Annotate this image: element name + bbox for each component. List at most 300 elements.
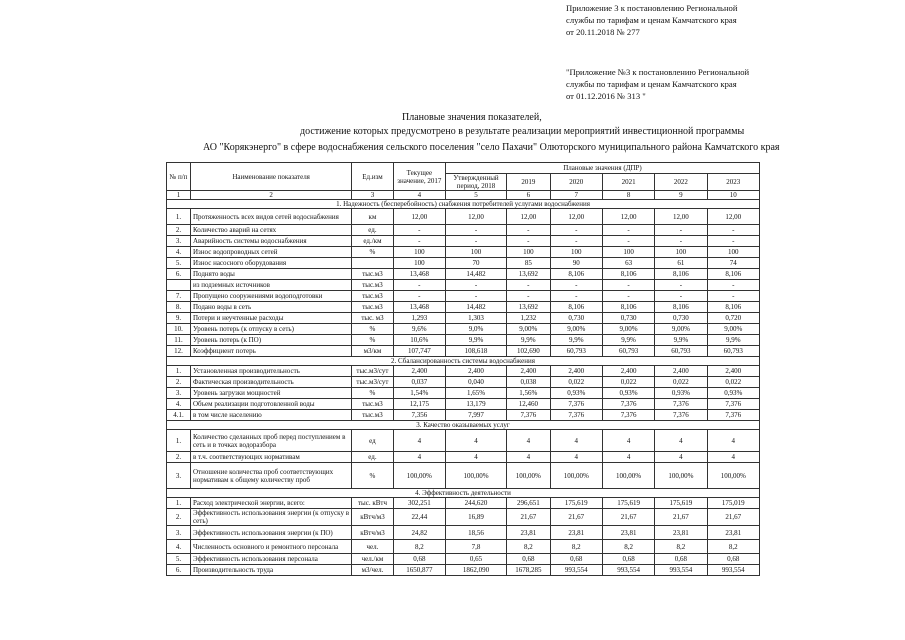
appendix-line: службы по тарифам и ценам Камчатского края [566,79,737,89]
value-cell: 2,400 [507,366,551,377]
indicator-name-cell: Пропущено сооружениями водоподготовки [190,291,351,302]
indicator-name-cell: Эффективность использования персонала [190,554,351,565]
section-header-row [167,421,760,430]
value-cell: - [550,280,602,291]
row-number-cell: 2. [167,377,191,388]
value-cell: 0,93% [707,388,759,399]
value-cell: 12,175 [393,399,445,410]
value-cell: - [550,291,602,302]
value-cell: 100,00% [550,463,602,489]
value-cell: 4 [707,430,759,452]
value-cell: 12,00 [507,209,551,225]
col-number: 4 [393,191,445,200]
value-cell: 13,692 [507,269,551,280]
row-number-cell: 5. [167,258,191,269]
value-cell: 21,67 [507,509,551,526]
row-number-cell: 9. [167,313,191,324]
row-number-cell: 3. [167,388,191,399]
indicator-name-cell: Уровень загрузки мощностей [190,388,351,399]
value-cell: 0,730 [550,313,602,324]
value-cell: 85 [507,258,551,269]
value-cell: 8,2 [393,540,445,554]
appendix-line: от 20.11.2018 № 277 [566,27,640,37]
value-cell: 0,730 [655,313,707,324]
value-cell: 10,6% [393,335,445,346]
value-cell: 4 [507,430,551,452]
value-cell: 18,56 [445,526,506,540]
row-number-cell: 2. [167,225,191,236]
value-cell: 60,793 [550,346,602,357]
value-cell: - [507,291,551,302]
value-cell: 108,618 [445,346,506,357]
unit-cell: кВтч/м3 [352,509,393,526]
table-row [167,258,760,269]
value-cell: 1678,285 [507,565,551,576]
col-number: 8 [602,191,654,200]
value-cell: 0,68 [655,554,707,565]
table-row [167,565,760,576]
value-cell: - [655,291,707,302]
value-cell: 100 [655,247,707,258]
unit-cell: тыс.м3 [352,269,393,280]
value-cell: - [445,291,506,302]
value-cell: 12,00 [393,209,445,225]
value-cell: 1,54% [393,388,445,399]
value-cell: 2,400 [602,366,654,377]
section-title: 4. Эффективность деятельности [167,489,760,498]
table-row [167,280,760,291]
table-row [167,463,760,489]
value-cell: 23,81 [602,526,654,540]
value-cell: 100 [507,247,551,258]
row-number-cell: 6. [167,269,191,280]
value-cell: 0,93% [655,388,707,399]
value-cell: 7,376 [507,410,551,421]
value-cell: 9,00% [655,324,707,335]
row-number-cell: 1. [167,209,191,225]
section-header-row [167,200,760,209]
unit-cell: чел./км [352,554,393,565]
value-cell: 9,9% [445,335,506,346]
indicators-table [166,162,760,576]
indicator-name-cell: Протяженность всех видов сетей водоснабжения [190,209,351,225]
value-cell: 1,65% [445,388,506,399]
value-cell: 22,44 [393,509,445,526]
row-number-cell: 4. [167,247,191,258]
col-number: 1 [167,191,191,200]
row-number-cell: 6. [167,565,191,576]
value-cell: 100,00% [707,463,759,489]
value-cell: 13,692 [507,302,551,313]
indicator-name-cell: из подземных источников [190,280,351,291]
value-cell: 7,8 [445,540,506,554]
value-cell: 4 [655,452,707,463]
value-cell: 7,376 [602,399,654,410]
indicator-name-cell: Аварийность системы водоснабжения [190,236,351,247]
value-cell: - [393,225,445,236]
section-header-row [167,489,760,498]
value-cell: - [550,236,602,247]
table-row [167,236,760,247]
unit-cell: % [352,388,393,399]
appendix-line: службы по тарифам и ценам Камчатского края [566,15,737,25]
value-cell: 4 [393,452,445,463]
value-cell: - [707,225,759,236]
value-cell: 8,106 [655,269,707,280]
indicator-name-cell: в том числе населению [190,410,351,421]
row-number-cell [167,280,191,291]
col-number: 7 [550,191,602,200]
row-number-cell: 1. [167,430,191,452]
value-cell: 7,376 [707,399,759,410]
row-number-cell: 5. [167,554,191,565]
table-row [167,313,760,324]
value-cell: 13,468 [393,302,445,313]
value-cell: - [393,236,445,247]
value-cell: 12,00 [550,209,602,225]
value-cell: 100 [707,247,759,258]
value-cell: 60,793 [707,346,759,357]
value-cell: 63 [602,258,654,269]
value-cell: 24,82 [393,526,445,540]
indicator-name-cell: Количество сделанных проб перед поступлением в сеть и в точках водоразбора [190,430,351,452]
indicator-name-cell: Износ насосного оборудования [190,258,351,269]
table-row [167,410,760,421]
value-cell: 21,67 [550,509,602,526]
value-cell: 74 [707,258,759,269]
value-cell: - [707,280,759,291]
row-number-cell: 2. [167,452,191,463]
table-row [167,225,760,236]
header-year: 2021 [602,174,654,191]
value-cell: 0,022 [655,377,707,388]
table-row [167,324,760,335]
value-cell: - [707,236,759,247]
value-cell: 100 [393,258,445,269]
row-number-cell: 4. [167,540,191,554]
header-approved: Утвержденный период, 2018 [445,174,506,191]
value-cell: 175,619 [655,498,707,509]
section-header-row [167,357,760,366]
value-cell: 2,400 [655,366,707,377]
header-num: № п/п [167,163,191,191]
value-cell: 90 [550,258,602,269]
value-cell: 12,00 [445,209,506,225]
value-cell: - [602,225,654,236]
value-cell: 9,0% [445,324,506,335]
value-cell: 100 [602,247,654,258]
unit-cell: тыс.м3 [352,399,393,410]
value-cell: 8,106 [550,302,602,313]
section-title: 1. Надежность (бесперебойность) снабжения потребителей услугами водоснабжения [167,200,760,209]
unit-cell: тыс.м3 [352,280,393,291]
value-cell: 23,81 [550,526,602,540]
table-row [167,346,760,357]
unit-cell: % [352,335,393,346]
value-cell: 0,68 [507,554,551,565]
row-number-cell: 1. [167,366,191,377]
value-cell: 9,9% [602,335,654,346]
value-cell: 9,6% [393,324,445,335]
value-cell: 7,376 [550,399,602,410]
value-cell: 21,67 [655,509,707,526]
appendix-line: "Приложение №3 к постановлению Региональной [566,67,750,77]
appendix-previous [566,66,749,102]
table-row [167,430,760,452]
value-cell: 993,554 [602,565,654,576]
value-cell: - [602,291,654,302]
unit-cell: тыс.м3 [352,410,393,421]
row-number-cell: 12. [167,346,191,357]
col-number: 6 [507,191,551,200]
value-cell: - [445,236,506,247]
value-cell: 14,482 [445,302,506,313]
unit-cell: кВтч/м3 [352,526,393,540]
value-cell: 2,400 [707,366,759,377]
header-unit: Ед.изм [352,163,393,191]
value-cell: - [507,236,551,247]
unit-cell: чел. [352,540,393,554]
indicator-name-cell: Потери и неучтенные расходы [190,313,351,324]
unit-cell: ед./км [352,236,393,247]
row-number-cell: 4. [167,399,191,410]
value-cell: 9,9% [655,335,707,346]
indicator-name-cell: Подано воды в сеть [190,302,351,313]
table-row [167,554,760,565]
appendix-line: Приложение 3 к постановлению Региональной [566,3,738,13]
value-cell: - [602,280,654,291]
value-cell: 9,00% [707,324,759,335]
indicator-name-cell: Отношение количества проб соответствующих нормативам к общему количеству проб [190,463,351,489]
value-cell: 70 [445,258,506,269]
value-cell: 4 [445,452,506,463]
value-cell: 1,303 [445,313,506,324]
header-year: 2022 [655,174,707,191]
value-cell: 16,89 [445,509,506,526]
value-cell: 8,106 [602,302,654,313]
value-cell: 23,81 [707,526,759,540]
value-cell: 7,356 [393,410,445,421]
indicator-name-cell: Численность основного и ремонтного персонала [190,540,351,554]
unit-cell: м3/чел. [352,565,393,576]
value-cell: 0,720 [707,313,759,324]
value-cell: 0,68 [393,554,445,565]
indicator-name-cell: Коэффициент потерь [190,346,351,357]
section-title: 3. Качество оказываемых услуг [167,421,760,430]
table-row [167,335,760,346]
header-current: Текущее значение, 2017 [393,163,445,191]
value-cell: 60,793 [602,346,654,357]
value-cell: 1,56% [507,388,551,399]
value-cell: 107,747 [393,346,445,357]
value-cell: 13,468 [393,269,445,280]
row-number-cell: 8. [167,302,191,313]
header-planned-group: Плановые значения (ДПР) [445,163,759,174]
title-line-2: достижение которых предусмотрено в результате реализации мероприятий инвестиционной программы [300,126,745,137]
value-cell: 7,376 [550,410,602,421]
col-number: 2 [190,191,351,200]
value-cell: - [507,225,551,236]
value-cell: - [655,236,707,247]
indicator-name-cell: Производительность труда [190,565,351,576]
unit-cell: % [352,247,393,258]
indicator-name-cell: Количество аварий на сетях [190,225,351,236]
value-cell: 0,037 [393,377,445,388]
unit-cell: % [352,324,393,335]
unit-cell: тыс.м3 [352,291,393,302]
value-cell: 993,554 [655,565,707,576]
value-cell: 0,93% [602,388,654,399]
value-cell: 8,106 [602,269,654,280]
value-cell: 100,00% [507,463,551,489]
value-cell: 0,022 [550,377,602,388]
row-number-cell: 7. [167,291,191,302]
indicator-name-cell: Поднято воды [190,269,351,280]
value-cell: - [550,225,602,236]
value-cell: 8,2 [707,540,759,554]
value-cell: 100 [393,247,445,258]
value-cell: 4 [655,430,707,452]
row-number-cell: 4.1. [167,410,191,421]
table-row [167,452,760,463]
value-cell: - [655,225,707,236]
value-cell: 12,00 [655,209,707,225]
value-cell: 0,040 [445,377,506,388]
value-cell: 100,00% [655,463,707,489]
value-cell: - [707,291,759,302]
indicator-name-cell: Уровень потерь (к отпуску в сеть) [190,324,351,335]
row-number-cell: 3. [167,236,191,247]
column-numbers-row [167,191,760,200]
indicator-name-cell: Фактическая производительность [190,377,351,388]
table-row [167,498,760,509]
table-row [167,540,760,554]
value-cell: 12,00 [707,209,759,225]
value-cell: 1862,090 [445,565,506,576]
value-cell: 244,620 [445,498,506,509]
value-cell: 993,554 [707,565,759,576]
value-cell: - [445,225,506,236]
value-cell: 8,106 [707,302,759,313]
value-cell: 8,2 [507,540,551,554]
value-cell: 296,651 [507,498,551,509]
value-cell: 0,022 [602,377,654,388]
unit-cell: тыс. м3 [352,313,393,324]
indicator-name-cell: Расход электрической энергии, всего: [190,498,351,509]
indicator-name-cell: Объем реализации подготовленной воды [190,399,351,410]
value-cell: 0,68 [602,554,654,565]
header-year: 2023 [707,174,759,191]
table-row [167,526,760,540]
value-cell: 8,106 [707,269,759,280]
value-cell: 175,619 [602,498,654,509]
value-cell: 2,400 [393,366,445,377]
indicator-name-cell: Эффективность использования энергии (к ПО) [190,526,351,540]
row-number-cell: 10. [167,324,191,335]
value-cell: 100,00% [445,463,506,489]
table-row [167,247,760,258]
value-cell: 1,232 [507,313,551,324]
appendix-current [566,2,737,38]
unit-cell: тыс.м3/сут [352,366,393,377]
value-cell: 8,106 [655,302,707,313]
indicator-name-cell: в т.ч. соответствующих нормативам [190,452,351,463]
value-cell: 0,93% [550,388,602,399]
value-cell: 13,179 [445,399,506,410]
value-cell: 0,038 [507,377,551,388]
table-row [167,388,760,399]
section-title: 2. Сбалансированность системы водоснабжения [167,357,760,366]
table-body [167,200,760,576]
value-cell: 12,460 [507,399,551,410]
unit-cell: % [352,463,393,489]
value-cell: 1650,877 [393,565,445,576]
value-cell: 21,67 [707,509,759,526]
col-number: 10 [707,191,759,200]
value-cell: 9,00% [602,324,654,335]
indicator-name-cell: Износ водопроводных сетей [190,247,351,258]
value-cell: 0,68 [550,554,602,565]
value-cell: 8,2 [550,540,602,554]
header-name: Наименование показателя [190,163,351,191]
value-cell: 60,793 [655,346,707,357]
value-cell: 0,68 [707,554,759,565]
value-cell: 23,81 [655,526,707,540]
value-cell: 4 [602,452,654,463]
header-year: 2019 [507,174,551,191]
value-cell: 4 [550,430,602,452]
indicator-name-cell: Уровень потерь (к ПО) [190,335,351,346]
value-cell: 175,619 [550,498,602,509]
value-cell: 4 [707,452,759,463]
value-cell: 302,251 [393,498,445,509]
value-cell: 4 [550,452,602,463]
title-line-3: АО "Корякэнерго" в сфере водоснабжения сельского поселения "село Пахачи" Олюторского муниципального района Камчатского края [203,142,780,153]
value-cell: 9,9% [707,335,759,346]
unit-cell: км [352,209,393,225]
value-cell: 102,690 [507,346,551,357]
row-number-cell: 3. [167,463,191,489]
value-cell: - [393,291,445,302]
col-number: 5 [445,191,506,200]
value-cell: 100 [550,247,602,258]
unit-cell: ед. [352,452,393,463]
table-row [167,377,760,388]
value-cell: 9,00% [550,324,602,335]
value-cell: 0,730 [602,313,654,324]
indicator-name-cell: Эффективность использования энергии (к отпуску в сеть) [190,509,351,526]
value-cell: 100 [445,247,506,258]
value-cell: - [393,280,445,291]
row-number-cell: 11. [167,335,191,346]
value-cell: 7,376 [655,399,707,410]
value-cell: 4 [393,430,445,452]
table-row [167,366,760,377]
unit-cell: ед [352,430,393,452]
value-cell: 8,2 [655,540,707,554]
value-cell: 8,106 [550,269,602,280]
value-cell: 993,554 [550,565,602,576]
title-line-1: Плановые значения показателей, [402,112,542,123]
value-cell: - [655,280,707,291]
value-cell: 4 [445,430,506,452]
col-number: 3 [352,191,393,200]
value-cell: 0,65 [445,554,506,565]
value-cell: 12,00 [602,209,654,225]
value-cell: 14,482 [445,269,506,280]
value-cell: 7,376 [602,410,654,421]
value-cell: 9,9% [550,335,602,346]
